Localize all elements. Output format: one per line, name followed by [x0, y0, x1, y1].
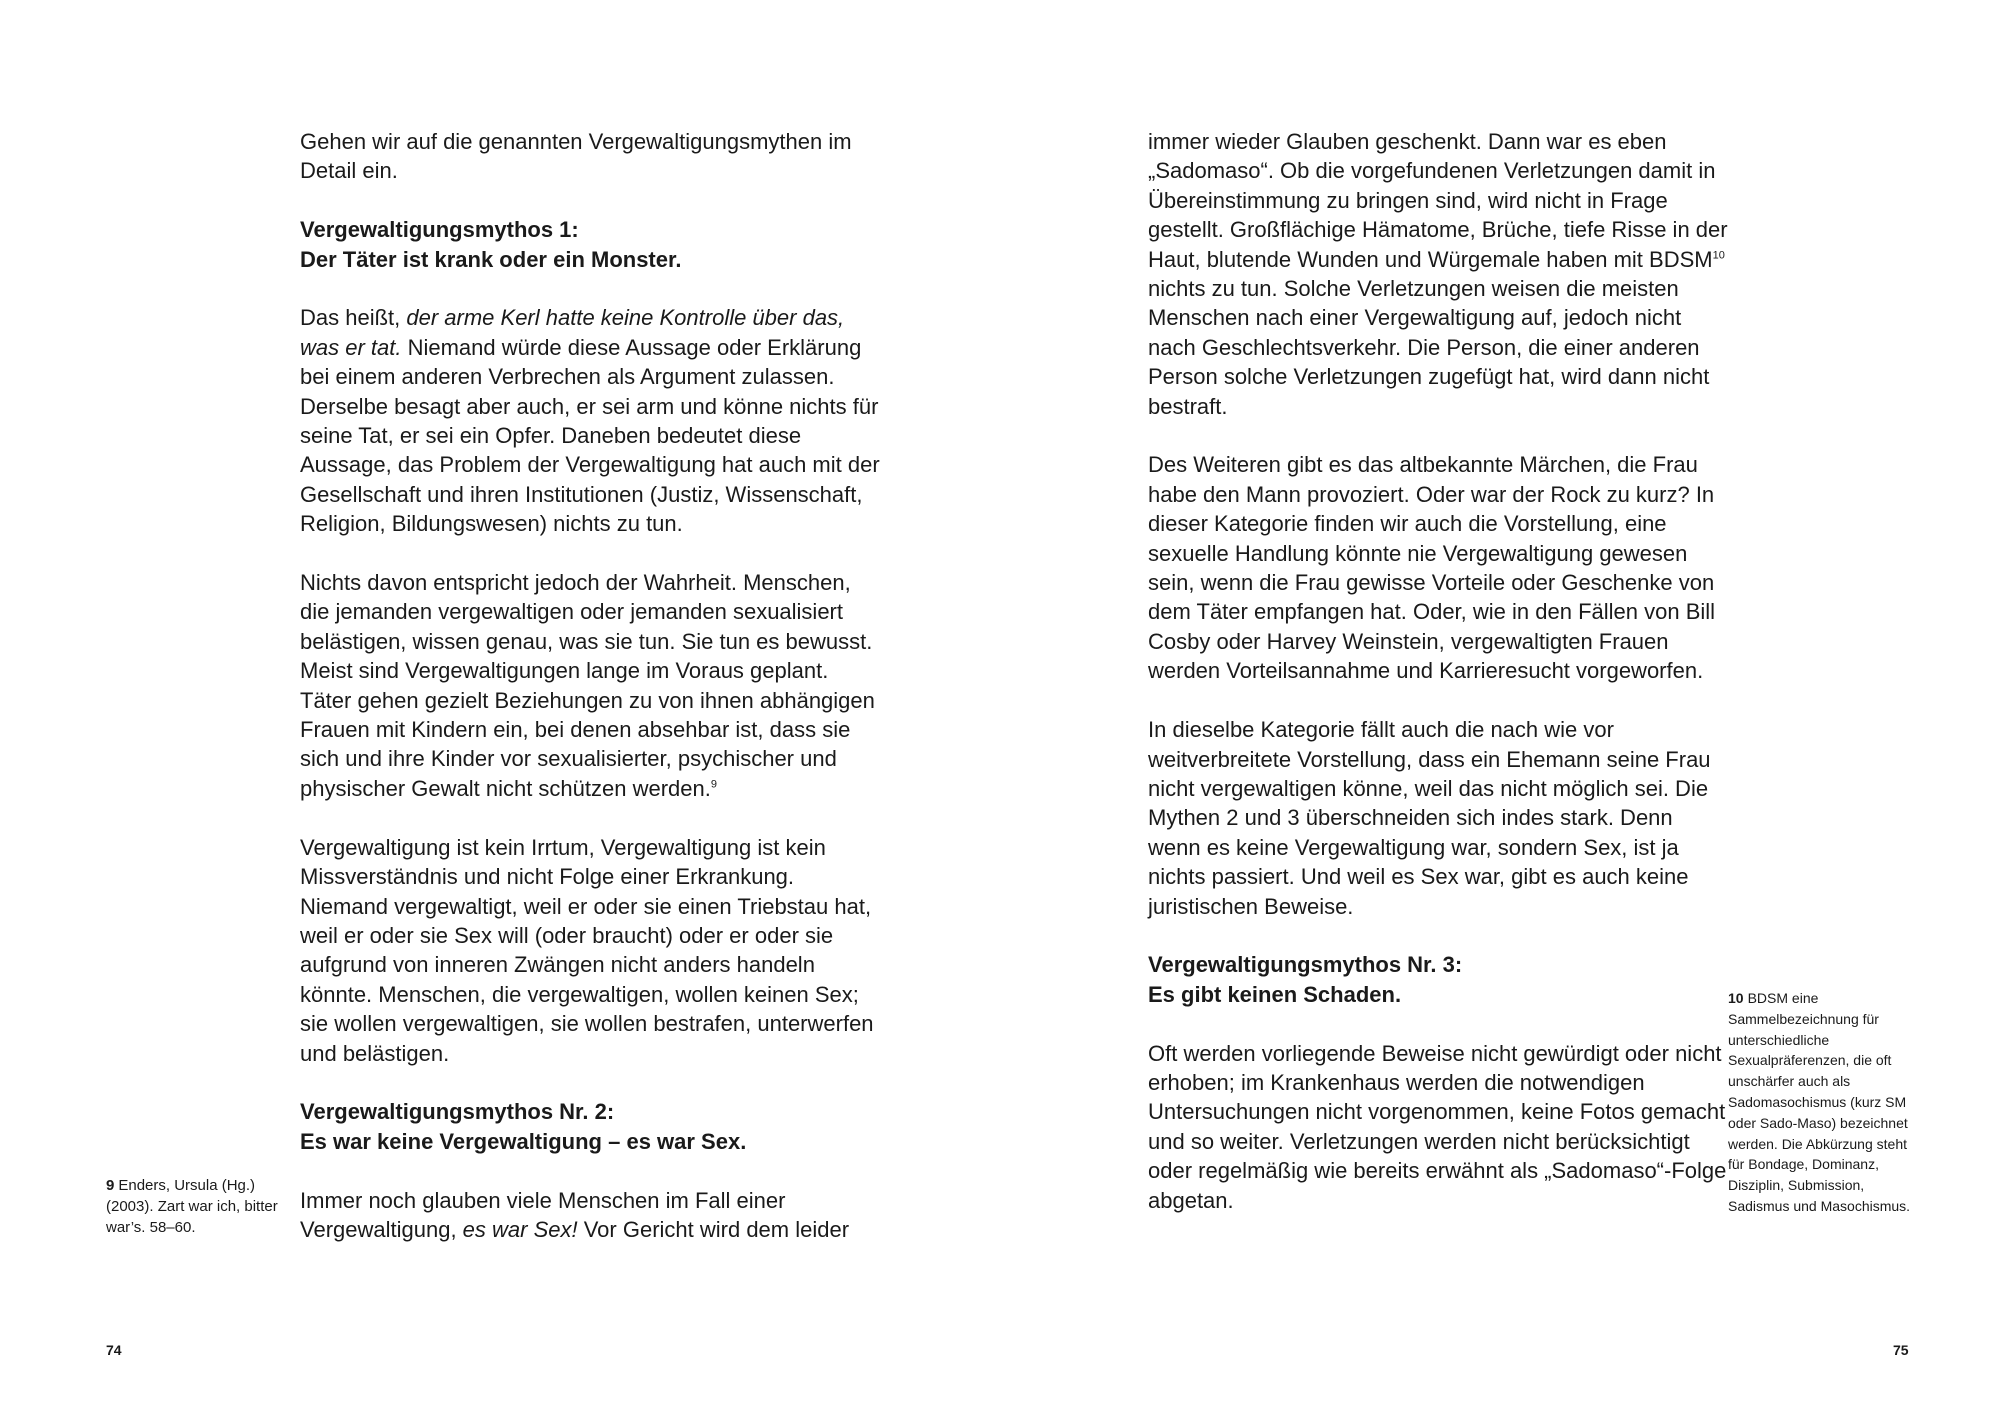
right-page	[1000, 0, 2000, 1412]
paragraph	[300, 833, 880, 1068]
paragraph	[1148, 715, 1728, 921]
heading-line: Der Täter ist krank oder ein Monster.	[300, 246, 682, 272]
section-heading	[300, 215, 880, 274]
emphasis: es war Sex!	[462, 1216, 578, 1242]
paragraph	[1148, 1039, 1728, 1215]
footnote-9	[106, 1176, 286, 1238]
text-run: Das heißt,	[300, 305, 407, 331]
footnote-reference: 9	[710, 778, 717, 791]
footnote-text: BDSM eine Sammelbezeichnung für unterschiedliche Sexualpräferenzen, die oft unschärfer auch als Sadomasochismus (kurz SM oder Sado-Maso) bezeichnet werden. Die Abkürzung steht für Bondage, Dominanz, Disziplin, Submission, Sadismus und Masochismus.	[1728, 990, 1911, 1214]
heading-line: Vergewaltigungsmythos 1:	[300, 217, 579, 243]
text-run: Oft werden vorliegende Beweise nicht gewürdigt oder nicht erhoben; im Krankenhaus werden die notwendigen Untersuchungen nicht vorgenommen, keine Fotos gemacht und so weiter. Verletzungen werden nicht berücksichtigt oder regelmäßig wie bereits erwähnt als „Sadomaso“-Folge abgetan.	[1148, 1040, 1727, 1213]
paragraph	[1148, 450, 1728, 685]
footnote-10	[1728, 988, 1918, 1217]
page-number-right: 75	[1893, 1342, 1909, 1358]
text-run: Des Weiteren gibt es das altbekannte Märchen, die Frau habe den Mann provoziert. Oder war der Rock zu kurz? In dieser Kategorie finden wir auch die Vorstellung, eine sexuelle Handlung könnte nie Vergewaltigung gewesen sein, wenn die Frau gewisse Vorteile oder Geschenke von dem Täter empfangen hat. Oder, wie in den Fällen von Bill Cosby oder Harvey Weinstein, vergewaltigten Frauen werden Vorteilsannahme und Karrieresucht vorgeworfen.	[1148, 452, 1716, 684]
paragraph	[300, 127, 880, 186]
emphasis: der arme Kerl hatte keine Kontrolle über das, was er tat.	[300, 305, 845, 360]
text-run: Gehen wir auf die genannten Vergewaltigungsmythen im Detail ein.	[300, 129, 852, 184]
text-run: Nichts davon entspricht jedoch der Wahrheit. Menschen, die jemanden vergewaltigen oder jemanden sexualisiert belästigen, wissen genau, was sie tun. Sie tun es bewusst. Meist sind Vergewaltigungen lange im Voraus geplant. Täter gehen gezielt Beziehungen zu von ihnen abhängigen Frauen mit Kindern ein, bei denen absehbar ist, dass sie sich und ihre Kinder vor sexualisierter, psychischer und physischer Gewalt nicht schützen werden.	[300, 570, 875, 801]
text-run: Immer noch glauben viele Menschen im Fall einer Vergewaltigung,	[300, 1187, 786, 1242]
text-run: In dieselbe Kategorie fällt auch die nach wie vor weitverbreitete Vorstellung, dass ein Ehemann seine Frau nicht vergewaltigen könne, weil das nicht möglich sei. Die Mythen 2 und 3 überschneiden sich indes stark. Denn wenn es keine Vergewaltigung war, sondern Sex, ist ja nichts passiert. Und weil es Sex war, gibt es auch keine juristischen Beweise.	[1148, 717, 1711, 919]
section-heading	[300, 1097, 880, 1156]
heading-line: Vergewaltigungsmythos Nr. 2:	[300, 1099, 615, 1125]
text-run: Niemand würde diese Aussage oder Erklärung bei einem anderen Verbrechen als Argument zulassen. Derselbe besagt aber auch, er sei arm und könne nichts für seine Tat, er sei ein Opfer. Daneben bedeutet diese Aussage, das Problem der Vergewaltigung hat auch mit der Gesellschaft und ihren Institutionen (Justiz, Wissenschaft, Religion, Bildungswesen) nichts zu tun.	[300, 334, 880, 537]
footnote-number: 10	[1728, 990, 1744, 1006]
paragraph	[1148, 127, 1728, 421]
heading-line: Vergewaltigungsmythos Nr. 3:	[1148, 952, 1463, 978]
right-body-text	[1148, 127, 1728, 1215]
page-number-left: 74	[106, 1342, 122, 1358]
text-run: immer wieder Glauben geschenkt. Dann war es eben „Sadomaso“. Ob die vorgefundenen Verletzungen damit in Übereinstimmung zu bringen sind, wird nicht in Frage gestellt. Großflächige Hämatome, Brüche, tiefe Risse in der Haut, blutende Wunden und Würgemale haben mit BDSM	[1148, 129, 1728, 272]
section-heading	[1148, 950, 1728, 1009]
paragraph	[300, 1186, 880, 1245]
paragraph	[300, 303, 880, 538]
paragraph	[300, 568, 880, 803]
text-run: Vor Gericht wird dem leider	[577, 1216, 850, 1242]
footnote-reference: 10	[1712, 249, 1725, 262]
heading-line: Es war keine Vergewaltigung – es war Sex.	[300, 1128, 747, 1154]
footnote-text: Enders, Ursula (Hg.) (2003). Zart war ich, bitter war’s. 58–60.	[106, 1177, 278, 1236]
left-body-text	[300, 127, 880, 1244]
text-run: Vergewaltigung ist kein Irrtum, Vergewaltigung ist kein Missverständnis und nicht Folge einer Erkrankung. Niemand vergewaltigt, weil er oder sie einen Triebstau hat, weil er oder sie Sex will (oder braucht) oder er oder sie aufgrund von inneren Zwängen nicht anders handeln könnte. Menschen, die vergewaltigen, wollen keinen Sex; sie wollen vergewaltigen, sie wollen bestrafen, unterwerfen und belästigen.	[300, 834, 874, 1066]
text-run: nichts zu tun. Solche Verletzungen weisen die meisten Menschen nach einer Vergewaltigung auf, jedoch nicht nach Geschlechtsverkehr. Die Person, die einer anderen Person solche Verletzungen zugefügt hat, wird dann nicht bestraft.	[1148, 276, 1710, 419]
heading-line: Es gibt keinen Schaden.	[1148, 981, 1402, 1007]
footnote-number: 9	[106, 1177, 115, 1194]
